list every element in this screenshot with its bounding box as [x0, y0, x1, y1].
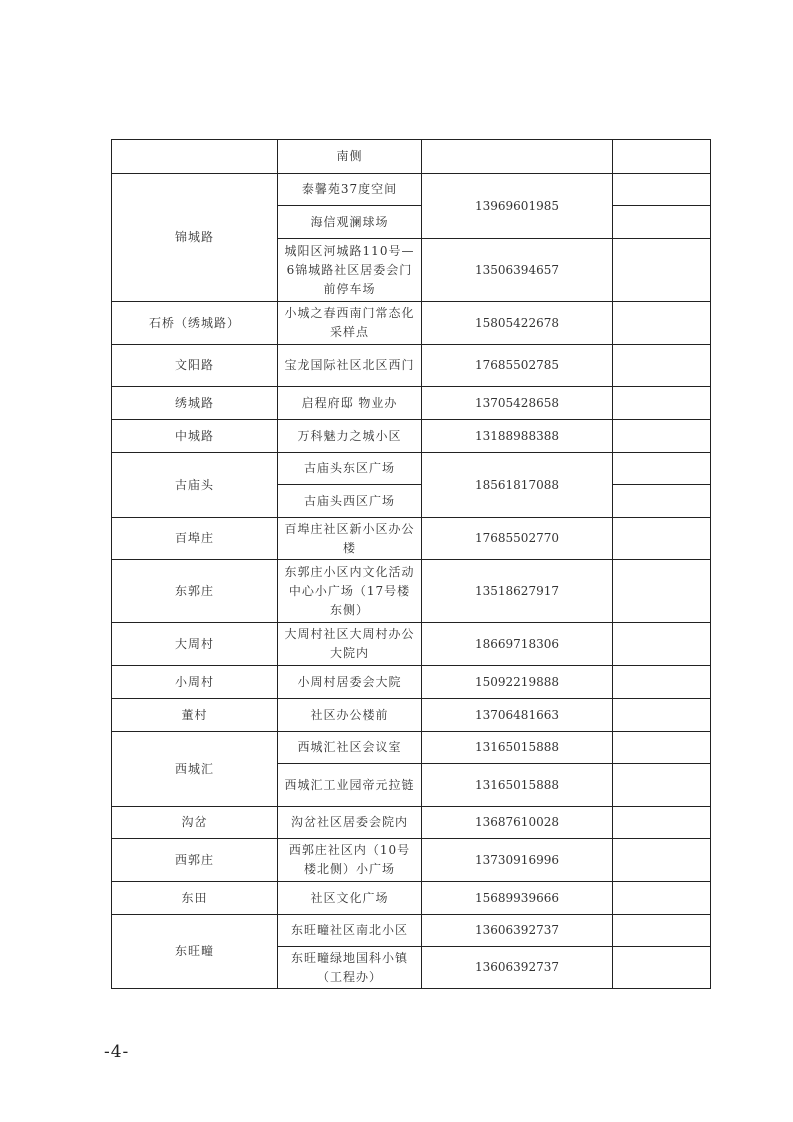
phone-cell: 13165015888	[422, 732, 613, 764]
table-row	[112, 420, 711, 453]
area-cell: 百埠庄	[112, 518, 278, 560]
area-cell: 东田	[112, 882, 278, 915]
phone-cell	[422, 140, 613, 174]
area-cell: 大周村	[112, 623, 278, 666]
table-row	[112, 882, 711, 915]
site-cell: 古庙头东区广场	[278, 453, 422, 485]
site-cell: 海信观澜球场	[278, 206, 422, 239]
extra-cell	[613, 560, 711, 623]
extra-cell	[613, 518, 711, 560]
area-cell: 锦城路	[112, 174, 278, 302]
site-cell: 社区办公楼前	[278, 699, 422, 732]
phone-cell: 13606392737	[422, 947, 613, 989]
table-row	[112, 518, 711, 560]
table-row	[112, 807, 711, 839]
extra-cell	[613, 947, 711, 989]
extra-cell	[613, 764, 711, 807]
area-cell: 绣城路	[112, 387, 278, 420]
table-row	[112, 699, 711, 732]
site-cell: 古庙头西区广场	[278, 485, 422, 518]
extra-cell	[613, 839, 711, 882]
phone-cell: 15805422678	[422, 302, 613, 345]
phone-cell: 13969601985	[422, 174, 613, 239]
site-cell: 南侧	[278, 140, 422, 174]
site-cell: 社区文化广场	[278, 882, 422, 915]
extra-cell	[613, 915, 711, 947]
area-cell: 东旺疃	[112, 915, 278, 989]
table-row	[112, 666, 711, 699]
area-cell: 小周村	[112, 666, 278, 699]
table-row	[112, 174, 711, 206]
phone-cell: 18669718306	[422, 623, 613, 666]
phone-cell: 15689939666	[422, 882, 613, 915]
area-cell: 西郭庄	[112, 839, 278, 882]
phone-cell: 13705428658	[422, 387, 613, 420]
extra-cell	[613, 882, 711, 915]
site-cell: 大周村社区大周村办公大院内	[278, 623, 422, 666]
table-row	[112, 387, 711, 420]
table-row	[112, 915, 711, 947]
extra-cell	[613, 387, 711, 420]
extra-cell	[613, 140, 711, 174]
extra-cell	[613, 699, 711, 732]
phone-cell: 13706481663	[422, 699, 613, 732]
phone-cell: 15092219888	[422, 666, 613, 699]
site-cell: 西城汇工业园帝元拉链	[278, 764, 422, 807]
table-row	[112, 345, 711, 387]
site-cell: 小城之春西南门常态化采样点	[278, 302, 422, 345]
area-cell: 沟岔	[112, 807, 278, 839]
area-cell: 西城汇	[112, 732, 278, 807]
site-cell: 东旺疃绿地国科小镇（工程办）	[278, 947, 422, 989]
table-row	[112, 623, 711, 666]
extra-cell	[613, 345, 711, 387]
site-cell: 东郭庄小区内文化活动中心小广场（17号楼东侧）	[278, 560, 422, 623]
phone-cell: 13730916996	[422, 839, 613, 882]
phone-cell: 13687610028	[422, 807, 613, 839]
table-row	[112, 453, 711, 485]
extra-cell	[613, 666, 711, 699]
site-cell: 启程府邸 物业办	[278, 387, 422, 420]
table-row	[112, 839, 711, 882]
extra-cell	[613, 453, 711, 485]
phone-cell: 17685502785	[422, 345, 613, 387]
phone-cell: 13606392737	[422, 915, 613, 947]
site-cell: 泰馨苑37度空间	[278, 174, 422, 206]
sampling-sites-table	[111, 139, 711, 989]
extra-cell	[613, 302, 711, 345]
extra-cell	[613, 807, 711, 839]
area-cell: 石桥（绣城路）	[112, 302, 278, 345]
site-cell: 西城汇社区会议室	[278, 732, 422, 764]
extra-cell	[613, 239, 711, 302]
site-cell: 百埠庄社区新小区办公楼	[278, 518, 422, 560]
area-cell: 东郭庄	[112, 560, 278, 623]
extra-cell	[613, 732, 711, 764]
site-cell: 万科魅力之城小区	[278, 420, 422, 453]
extra-cell	[613, 485, 711, 518]
table-row	[112, 732, 711, 764]
extra-cell	[613, 206, 711, 239]
area-cell	[112, 140, 278, 174]
phone-cell: 17685502770	[422, 518, 613, 560]
site-cell: 西郭庄社区内（10号楼北侧）小广场	[278, 839, 422, 882]
area-cell: 董村	[112, 699, 278, 732]
site-cell: 宝龙国际社区北区西门	[278, 345, 422, 387]
table-row	[112, 140, 711, 174]
site-cell: 城阳区河城路110号—6锦城路社区居委会门前停车场	[278, 239, 422, 302]
extra-cell	[613, 420, 711, 453]
page-number: -4-	[104, 1042, 130, 1062]
phone-cell: 13165015888	[422, 764, 613, 807]
phone-cell: 18561817088	[422, 453, 613, 518]
area-cell: 古庙头	[112, 453, 278, 518]
table-row	[112, 302, 711, 345]
area-cell: 文阳路	[112, 345, 278, 387]
site-cell: 东旺疃社区南北小区	[278, 915, 422, 947]
extra-cell	[613, 174, 711, 206]
phone-cell: 13518627917	[422, 560, 613, 623]
phone-cell: 13506394657	[422, 239, 613, 302]
extra-cell	[613, 623, 711, 666]
table-row	[112, 560, 711, 623]
area-cell: 中城路	[112, 420, 278, 453]
site-cell: 沟岔社区居委会院内	[278, 807, 422, 839]
site-cell: 小周村居委会大院	[278, 666, 422, 699]
phone-cell: 13188988388	[422, 420, 613, 453]
